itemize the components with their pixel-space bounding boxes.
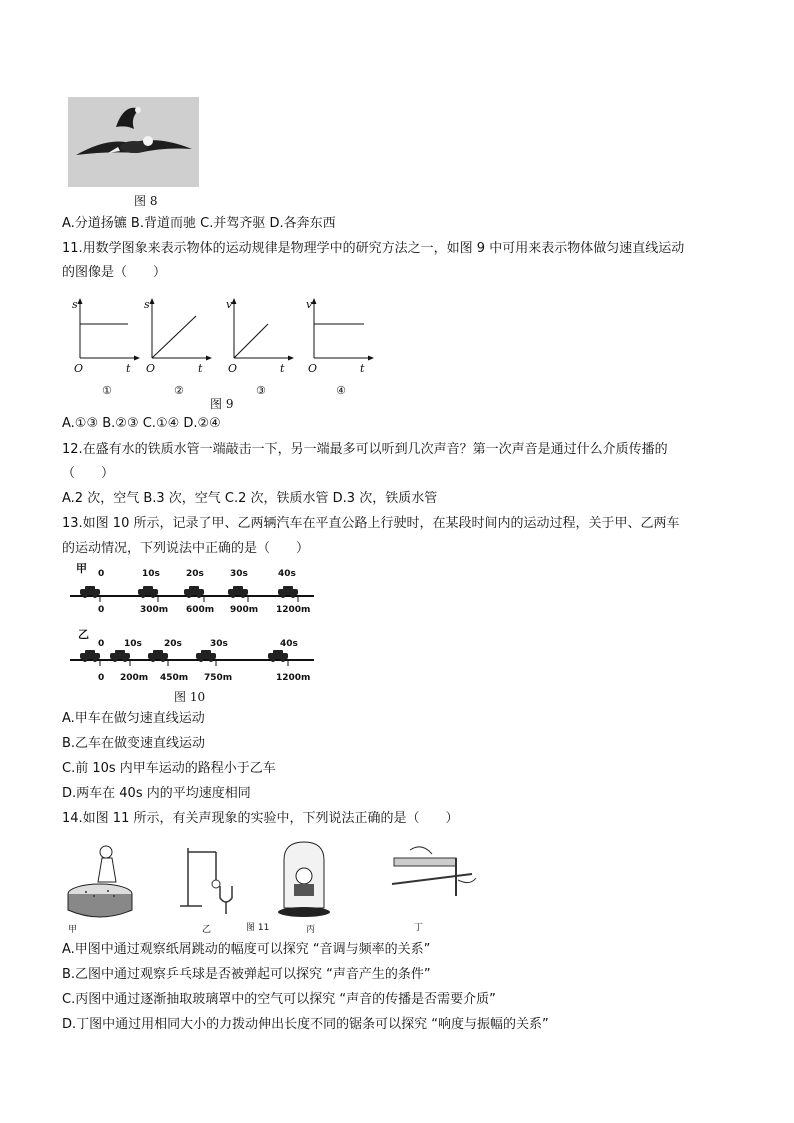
q14-option-c: C.丙图中通过逐渐抽取玻璃罩中的空气可以探究 “声音的传播是否需要介质” <box>62 992 496 1007</box>
graph-3-x-axis: t <box>280 362 285 375</box>
q13-stem-line1: 13.如图 10 所示，记录了甲、乙两辆汽车在平直公路上行驶时，在某段时间内的运动过程，关于甲、乙两车 <box>62 516 680 531</box>
panel-label-c: 丙 <box>306 925 316 935</box>
graph-3-label: ③ <box>256 384 266 397</box>
q13-stem-line2: 的运动情况，下列说法中正确的是（ ） <box>62 541 310 556</box>
car-a-dist-4: 1200m <box>276 605 311 615</box>
car-b-time-3: 30s <box>210 639 228 649</box>
graph-2-label: ② <box>174 384 184 397</box>
graph-4-label: ④ <box>336 384 346 397</box>
saw-blade-icon <box>392 847 476 896</box>
q11-options: A.①③ B.②③ C.①④ D.②④ <box>62 416 221 431</box>
car-b-dist-0: 0 <box>98 673 105 683</box>
q12-stem-line2: （ ） <box>62 466 115 481</box>
figure-11-caption: 图 11 <box>246 923 270 933</box>
q11-stem-line1: 11.用数学图象来表示物体的运动规律是物理学中的研究方法之一，如图 9 中可用来表示物体做匀速直线运动 <box>62 241 685 256</box>
car-b-time-0: 0 <box>98 639 105 649</box>
q12-options: A.2 次，空气 B.3 次，空气 C.2 次，铁质水管 D.3 次，铁质水管 <box>62 491 438 506</box>
car-a-time-0: 0 <box>98 569 105 579</box>
graph-4-origin: O <box>308 362 318 375</box>
car-b-time-1: 10s <box>124 639 142 649</box>
car-b-dist-1: 200m <box>120 673 149 683</box>
graph-2-y-axis: s <box>144 298 150 311</box>
car-a-time-1: 10s <box>142 569 160 579</box>
bell-jar-icon <box>278 842 330 917</box>
q11-stem-line2: 的图像是（ ） <box>62 265 167 280</box>
car-a-dist-1: 300m <box>140 605 169 615</box>
tuning-fork-icon <box>180 848 232 914</box>
figure-10-caption: 图 10 <box>174 690 206 704</box>
figure-11-panels <box>62 836 502 936</box>
car-a-dist-0: 0 <box>98 605 105 615</box>
car-a-dist-2: 600m <box>186 605 215 615</box>
car-b-name: 乙 <box>78 628 89 641</box>
figure-9-graphs <box>62 294 392 402</box>
panel-label-a: 甲 <box>68 925 78 935</box>
q13-option-c: C.前 10s 内甲车运动的路程小于乙车 <box>62 761 276 776</box>
graph-1-origin: O <box>74 362 84 375</box>
car-a-time-4: 40s <box>278 569 296 579</box>
car-a-time-3: 30s <box>230 569 248 579</box>
car-a-time-2: 20s <box>186 569 204 579</box>
eagle-photo <box>68 97 199 187</box>
q14-stem: 14.如图 11 所示，有关声现象的实验中，下列说法正确的是（ ） <box>62 811 459 826</box>
graph-3-y-axis: v <box>226 298 233 311</box>
graph-2-origin: O <box>146 362 156 375</box>
q14-option-d: D.丁图中通过用相同大小的力拨动伸出长度不同的锯条可以探究 “响度与振幅的关系” <box>62 1017 549 1032</box>
q14-option-b: B.乙图中通过观察乒乓球是否被弹起可以探究 “声音产生的条件” <box>62 967 431 982</box>
car-b-time-4: 40s <box>280 639 298 649</box>
graph-4-x-axis: t <box>360 362 365 375</box>
figure-8-caption: 图 8 <box>134 194 158 208</box>
q13-option-d: D.两车在 40s 内的平均速度相同 <box>62 786 251 801</box>
q13-option-a: A.甲车在做匀速直线运动 <box>62 711 205 726</box>
car-b-dist-4: 1200m <box>276 673 311 683</box>
drum-icon <box>68 846 132 917</box>
q10-options: A.分道扬镳 B.背道而驰 C.并驾齐驱 D.各奔东西 <box>62 216 336 231</box>
q13-option-b: B.乙车在做变速直线运动 <box>62 736 206 751</box>
car-a-name: 甲 <box>76 562 87 575</box>
q12-stem-line1: 12.在盛有水的铁质水管一端敲击一下，另一端最多可以听到几次声音？第一次声音是通过什么介质传播的 <box>62 442 668 457</box>
figure-9-caption: 图 9 <box>210 397 234 411</box>
car-a-dist-3: 900m <box>230 605 259 615</box>
figure-10-diagram <box>62 562 322 690</box>
graph-2-x-axis: t <box>198 362 203 375</box>
graph-3-origin: O <box>228 362 238 375</box>
graph-1-y-axis: s <box>72 298 78 311</box>
car-b-dist-3: 750m <box>204 673 233 683</box>
graph-4-y-axis: v <box>306 298 313 311</box>
graph-1-x-axis: t <box>126 362 131 375</box>
q14-option-a: A.甲图中通过观察纸屑跳动的幅度可以探究 “音调与频率的关系” <box>62 942 431 957</box>
panel-label-b: 乙 <box>202 925 212 935</box>
graph-1-label: ① <box>102 384 112 397</box>
car-b-time-2: 20s <box>164 639 182 649</box>
car-b-dist-2: 450m <box>160 673 189 683</box>
panel-label-d: 丁 <box>414 923 424 933</box>
